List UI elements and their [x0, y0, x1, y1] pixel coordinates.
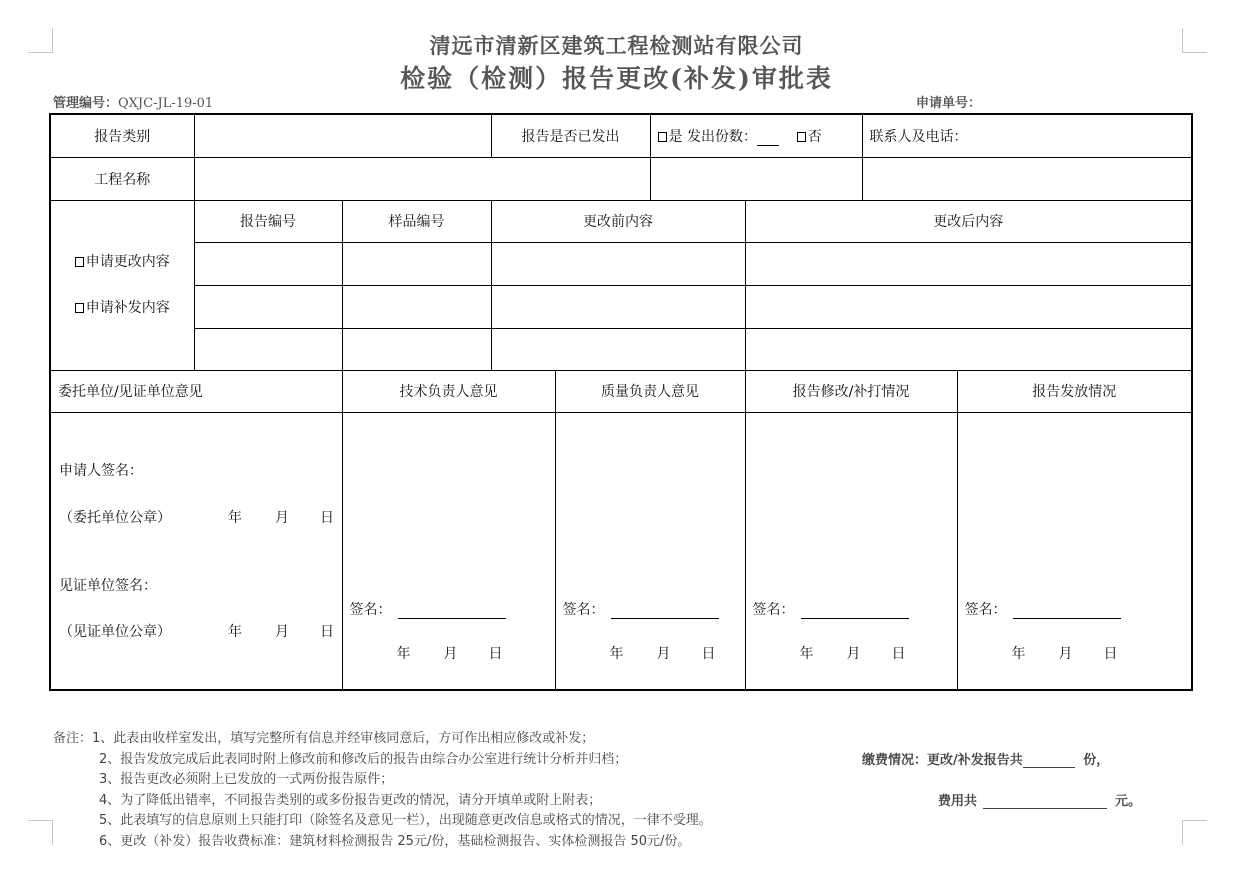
- change-row-1: [50, 242, 1192, 285]
- modify-signature-cell[interactable]: [745, 412, 957, 690]
- sample-number-cell[interactable]: [342, 242, 491, 285]
- checkbox-apply-change[interactable]: [75, 257, 84, 267]
- remark-line: 2、报告发放完成后此表同时附上修改前和修改后的报告由综合办公室进行统计分析并归档；: [99, 751, 628, 767]
- row-signatures: [50, 412, 1192, 690]
- tech-opinion-header: 技术负责人意见: [342, 370, 555, 412]
- remark-line: 3、报告更改必须附上已发放的一式两份报告原件；: [99, 772, 394, 787]
- management-number-label: 管理编号：: [53, 96, 119, 111]
- signature-line: [753, 599, 909, 619]
- report-number-cell[interactable]: [194, 242, 342, 285]
- after-change-cell[interactable]: [745, 242, 1192, 285]
- date-year: 年: [609, 645, 624, 662]
- witness-signature-label: 见证单位签名：: [59, 577, 157, 594]
- date-day: 日: [1103, 645, 1118, 662]
- application-number-label: 申请单号：: [916, 96, 982, 111]
- col-header-after-change: 更改后内容: [745, 200, 1192, 242]
- crop-mark-bottom-right: [1182, 820, 1207, 845]
- approval-form-table: [49, 113, 1193, 691]
- date-day: 日: [320, 623, 334, 640]
- row-change-headers: [50, 200, 1192, 242]
- issued-no-label: 否: [807, 128, 822, 145]
- date-month: 月: [275, 509, 289, 526]
- client-signature-cell[interactable]: [50, 412, 342, 690]
- change-type-options: [50, 200, 194, 370]
- date-day: 日: [488, 645, 503, 662]
- project-extra-field-1[interactable]: [650, 157, 862, 200]
- option-reissue-label: 申请补发内容: [85, 300, 170, 316]
- col-header-sample-number: 样品编号: [342, 200, 491, 242]
- sign-label: 签名：: [349, 601, 392, 618]
- date-year: 年: [228, 623, 242, 640]
- signature-field[interactable]: [398, 603, 506, 619]
- fee-count-unit: 份，: [1083, 753, 1110, 768]
- issued-question-label: 报告是否已发出: [491, 114, 650, 157]
- management-number: [53, 92, 213, 111]
- row-opinion-headers: [50, 370, 1192, 412]
- signature-line: [350, 599, 506, 619]
- fee-count-field[interactable]: [1023, 754, 1075, 768]
- tech-signature-cell[interactable]: [342, 412, 555, 690]
- report-number-cell[interactable]: [194, 328, 342, 370]
- option-change: [51, 239, 194, 285]
- company-name: 清远市清新区建筑工程检测站有限公司: [429, 33, 804, 58]
- signature-field[interactable]: [801, 603, 909, 619]
- after-change-cell[interactable]: [745, 285, 1192, 328]
- checkbox-apply-reissue[interactable]: [75, 303, 84, 313]
- signature-line: [563, 599, 719, 619]
- contact-label: 联系人及电话：: [862, 114, 1192, 157]
- date-year: 年: [228, 509, 242, 526]
- date-day: 日: [320, 509, 334, 526]
- modify-status-header: 报告修改/补打情况: [745, 370, 957, 412]
- sample-number-cell[interactable]: [342, 285, 491, 328]
- option-reissue: [51, 285, 194, 331]
- sign-label: 签名：: [752, 601, 795, 618]
- issued-options: [650, 114, 862, 157]
- date-day: 日: [701, 645, 716, 662]
- release-signature-cell[interactable]: [957, 412, 1192, 690]
- change-row-2: [50, 285, 1192, 328]
- remark-line: 6、更改（补发）报告收费标准：建筑材料检测报告 25元/份，基础检测报告、实体检测报告 50元/份。: [99, 833, 691, 849]
- fee-count-label: 缴费情况：更改/补发报告共: [862, 753, 1023, 768]
- project-extra-field-2[interactable]: [862, 157, 1192, 200]
- release-status-header: 报告发放情况: [957, 370, 1192, 412]
- checkbox-issued-no[interactable]: [797, 132, 806, 142]
- col-header-report-number: 报告编号: [194, 200, 342, 242]
- fee-total-field[interactable]: [983, 795, 1107, 809]
- report-number-cell[interactable]: [194, 285, 342, 328]
- project-name-field[interactable]: [194, 157, 650, 200]
- before-change-cell[interactable]: [491, 285, 745, 328]
- change-row-3: [50, 328, 1192, 370]
- row-project-name: [50, 157, 1192, 200]
- row-report-type: [50, 114, 1192, 157]
- checkbox-issued-yes[interactable]: [658, 132, 667, 142]
- remark-item: 1、此表由收样室发出，填写完整所有信息并经审核同意后，方可作出相应修改或补发；: [92, 731, 595, 746]
- date-year: 年: [799, 645, 814, 662]
- remarks: [53, 729, 712, 852]
- report-type-label: 报告类别: [50, 114, 194, 157]
- form-title: 检验（检测）报告更改(补发)审批表: [400, 64, 833, 93]
- sample-number-cell[interactable]: [342, 328, 491, 370]
- date-year: 年: [396, 645, 411, 662]
- date-day: 日: [891, 645, 906, 662]
- signature-line: [965, 599, 1121, 619]
- witness-seal-label: （见证单位公章）: [59, 623, 171, 640]
- date-month: 月: [846, 645, 861, 662]
- date-year: 年: [1011, 645, 1026, 662]
- management-number-value: QXJC-JL-19-01: [118, 96, 214, 111]
- sign-label: 签名：: [562, 601, 605, 618]
- client-opinion-header: 委托单位/见证单位意见: [50, 370, 342, 412]
- date-month: 月: [275, 623, 289, 640]
- option-change-label: 申请更改内容: [85, 254, 170, 270]
- project-name-label: 工程名称: [50, 157, 194, 200]
- sign-label: 签名：: [964, 601, 1007, 618]
- fee-total: [938, 790, 1141, 809]
- signature-field[interactable]: [1013, 603, 1121, 619]
- after-change-cell[interactable]: [745, 328, 1192, 370]
- date-month: 月: [1058, 645, 1073, 662]
- remarks-label: 备注：: [53, 731, 93, 746]
- quality-signature-cell[interactable]: [555, 412, 745, 690]
- date-month: 月: [656, 645, 671, 662]
- quality-opinion-header: 质量负责人意见: [555, 370, 745, 412]
- issued-copies-field[interactable]: [757, 131, 779, 146]
- fee-total-label: 费用共: [938, 794, 978, 809]
- before-change-cell[interactable]: [491, 242, 745, 285]
- remark-line: [53, 729, 712, 750]
- col-header-before-change: 更改前内容: [491, 200, 745, 242]
- before-change-cell[interactable]: [491, 328, 745, 370]
- signature-field[interactable]: [611, 603, 719, 619]
- remark-line: 4、为了降低出错率，不同报告类别的或多份报告更改的情况，请分开填单或附上附表；: [99, 792, 602, 808]
- crop-mark-bottom-left: [28, 820, 53, 845]
- report-type-field[interactable]: [194, 114, 491, 157]
- issued-yes-label: 是 发出份数：: [668, 128, 757, 145]
- fee-reports-count: [862, 749, 1109, 768]
- remark-line: 5、此表填写的信息原则上只能打印（除签名及意见一栏），出现随意更改信息或格式的情况，一律不受理。: [99, 813, 712, 828]
- applicant-signature-label: 申请人签名：: [59, 462, 143, 479]
- client-seal-label: （委托单位公章）: [59, 509, 171, 526]
- fee-total-unit: 元。: [1115, 794, 1142, 809]
- date-month: 月: [443, 645, 458, 662]
